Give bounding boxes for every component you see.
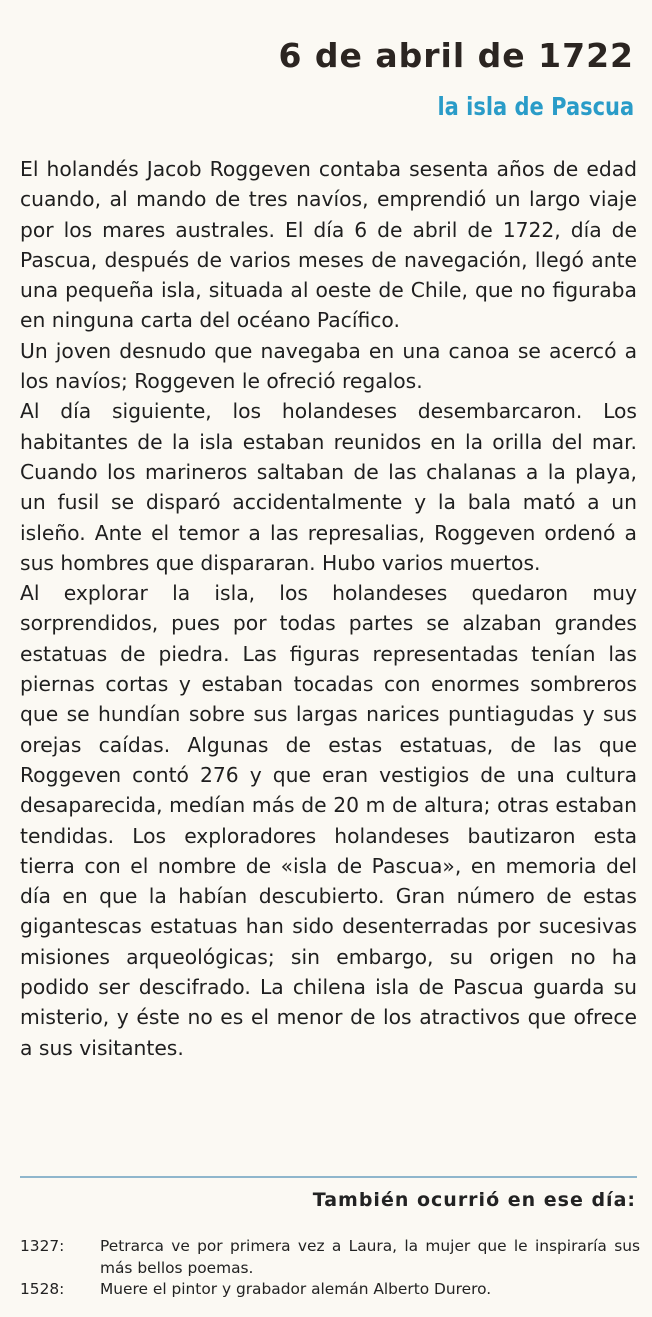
event-text: Petrarca ve por primera vez a Laura, la mujer que le inspiraría sus más bellos poemas. — [100, 1237, 640, 1277]
event-text: Muere el pintor y grabador alemán Alberto Durero. — [100, 1280, 492, 1298]
event-item — [20, 1236, 640, 1279]
paragraph: Al explorar la isla, los holandeses quedaron muy sorprendidos, pues por todas partes se alzaban grandes estatuas de piedra. Las figuras representadas tenían las piernas cortas y estaban tocadas con enormes sombreros que se hundían sobre sus largas narices puntiagudas y sus orejas caídas. Algunas de estas estatuas, de las que Roggeven contó 276 y que eran vestigios de una cultura desaparecida, medían más de 20 m de altura; otras estaban tendidas. Los exploradores holandeses bautizaron esta tierra con el nombre de «isla de Pascua», en memoria del día en que la habían descubierto. Gran número de estas gigantescas estatuas han sido desenterradas por sucesivas misiones arqueológicas; sin embargo, su origen no ha podido ser descifrado. La chilena isla de Pascua guarda su misterio, y éste no es el menor de los atractivos que ofrece a sus visitantes. — [20, 581, 637, 1060]
date-title: 6 de abril de 1722 — [278, 36, 634, 75]
section-divider — [20, 1176, 637, 1178]
events-list — [20, 1236, 640, 1301]
also-heading: También ocurrió en ese día: — [312, 1189, 636, 1211]
paragraph: Al día siguiente, los holandeses desembarcaron. Los habitantes de la isla estaban reunidos en la orilla del mar. Cuando los marineros saltaban de las chalanas a la playa, un fusil se disparó accidentalmente y la bala mató a un isleño. Ante el temor a las represalias, Roggeven ordenó a sus hombres que dispararan. Hubo varios muertos. — [20, 399, 637, 575]
event-year: 1528: — [20, 1280, 65, 1298]
page-subtitle: la isla de Pascua — [437, 92, 634, 121]
event-item — [20, 1279, 640, 1301]
article-body — [20, 154, 637, 1063]
paragraph: El holandés Jacob Roggeven contaba sesenta años de edad cuando, al mando de tres navíos, emprendió un largo viaje por los mares australes. El día 6 de abril de 1722, día de Pascua, después de varios meses de navegación, llegó ante una pequeña isla, situada al oeste de Chile, que no figuraba en ninguna carta del océano Pacífico. — [20, 157, 637, 333]
event-year: 1327: — [20, 1237, 65, 1255]
paragraph: Un joven desnudo que navegaba en una canoa se acercó a los navíos; Roggeven le ofreció regalos. — [20, 338, 637, 394]
